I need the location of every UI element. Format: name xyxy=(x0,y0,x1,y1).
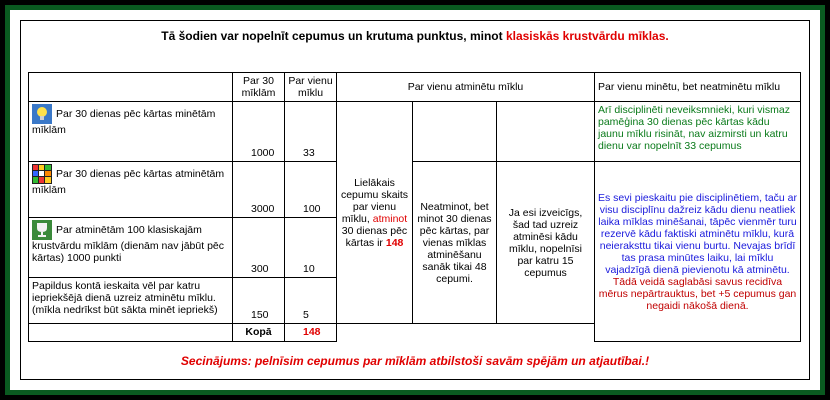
row2-value-1: 100 xyxy=(285,162,337,218)
max-cookies-cell: Lielākais cepumu skaits par vienu mīklu, atminot 30 dienas pēc kārtas ir 148 xyxy=(337,102,413,324)
reserve-note: Es sevi pieskaitu pie disciplinētiem, taču ar visu disciplīnu dažreiz kādu dienu neatliek laika mīklas minēšanai, tāpēc vienmēr turu rezervē kādu faktiski atminētu mīklu, kurā neieraksttu tikai vienu burtu. Nevajas brīdī tas prasa minūtes laiku, lai mīklu vajadzīgā dienā pievienotu kā atminētu. Tādā veidā saglabāsi savus recidīva mērus nepārtrauktus, bet +5 cepumus gan negaidi nākošā dienā. xyxy=(595,162,801,342)
trophy-icon xyxy=(32,220,52,240)
clever-note: Ja esi izveicīgs, šad tad uzreiz atminēsi kādu mīklu, nopelnīsi par katru 15 cepumus xyxy=(497,162,595,324)
row-label-3: Par atminētām 100 klasiskajām krustvārdu mīklām (dienām nav jābūt pēc kārtas) 1000 punkti xyxy=(29,218,233,278)
row-label-2: Par 30 dienas pēc kārtas atminētām mīklām xyxy=(29,162,233,218)
header-empty xyxy=(29,73,233,102)
total-value: 148 xyxy=(285,324,337,342)
row1-value-1: 33 xyxy=(285,102,337,162)
title-highlight: klasiskās krustvārdu mīklas. xyxy=(505,29,669,43)
header-per-one: Par vienu mīklu xyxy=(285,73,337,102)
row4-value-1: 5 xyxy=(285,278,337,324)
total-label: Kopā xyxy=(233,324,285,342)
row-label-4: Papildus kontā ieskaita vēl par katru iepriekšējā dienā uzreiz atminētu mīklu. (mīkla nedrīkst būt sākta minēt iepriekš) xyxy=(29,278,233,324)
row2-value-30: 3000 xyxy=(233,162,285,218)
empty-cell-a xyxy=(413,102,497,162)
header-per-30: Par 30 mīklām xyxy=(233,73,285,102)
row1-value-30: 1000 xyxy=(233,102,285,162)
header-solved: Par vienu atminētu mīklu xyxy=(337,73,595,102)
conclusion-text: Secinājums: pelnīsim cepumus par mīklām atbilstoši savām spējām un atjautībai.! xyxy=(180,354,650,368)
header-unsolved: Par vienu minētu, bet neatminētu mīklu xyxy=(595,73,801,102)
row3-value-30: 300 xyxy=(233,218,285,278)
row3-value-1: 10 xyxy=(285,218,337,278)
disciplined-note: Arī disciplinēti neveiksmnieki, kuri vismaz pamēģina 30 dienas pēc kārtas kādu jaunu mīklu risināt, nav aizmirsti un katru dienu var nopelnīt 33 cepumus xyxy=(595,102,801,162)
cookie-table xyxy=(28,72,801,342)
row4-value-30: 150 xyxy=(233,278,285,324)
page-title: Tā šodien var nopelnīt cepumus un krutuma punktus, minot klasiskās krustvārdu mīklas. xyxy=(161,29,669,43)
row-label-1: Par 30 dienas pēc kārtas minētām mīklām xyxy=(29,102,233,162)
rubiks-cube-icon xyxy=(32,164,52,184)
empty-cell-b xyxy=(497,102,595,162)
lightbulb-icon xyxy=(32,104,52,124)
total-spacer xyxy=(337,324,595,342)
not-solved-note: Neatminot, bet minot 30 dienas pēc kārtas, par vienas mīklas atminēšanu sanāk tikai 48 cepumi. xyxy=(413,162,497,324)
total-empty xyxy=(29,324,233,342)
